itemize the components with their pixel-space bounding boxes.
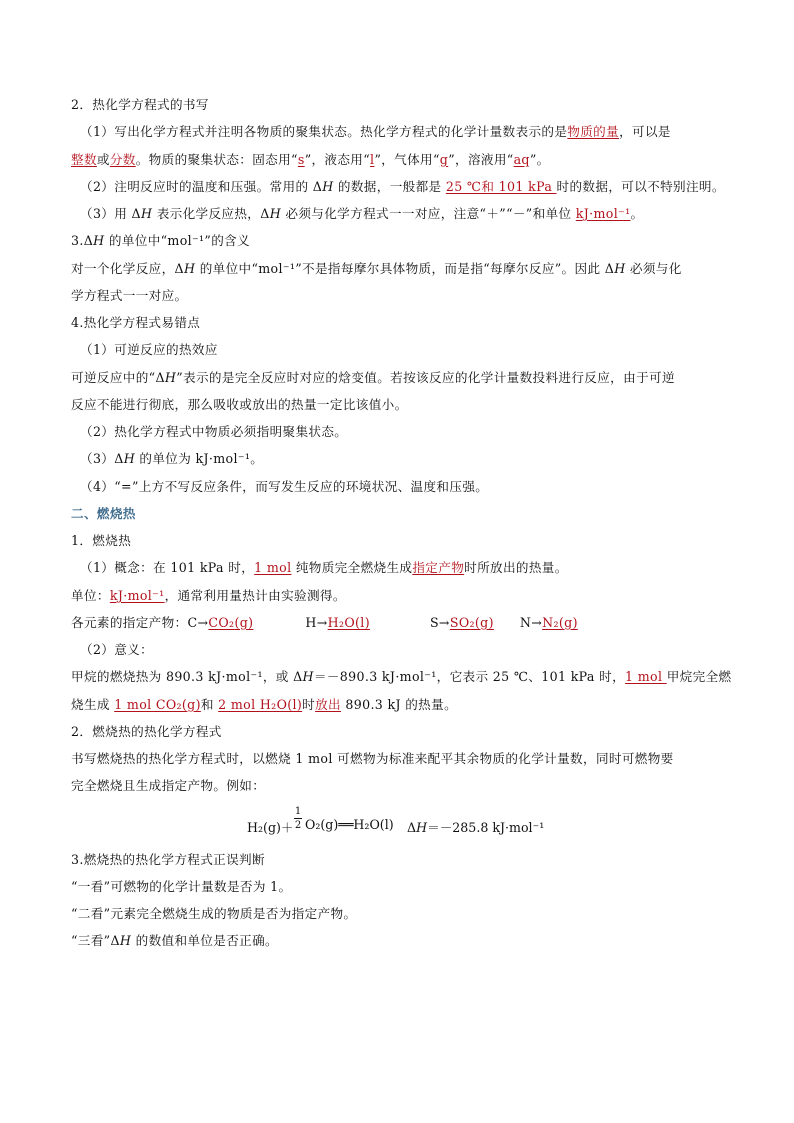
text: 必须与化	[625, 261, 682, 276]
text: 单位：	[71, 588, 110, 603]
text: ”，液态用“	[304, 152, 371, 167]
text: 必须与化学方程式一一对应，注意“＋”“－”和单位	[281, 206, 576, 221]
text: ，通常利用量热计由实验测得。	[164, 588, 346, 603]
paragraph	[80, 559, 738, 577]
text: H	[123, 451, 136, 466]
text: （2）意义：	[80, 642, 154, 657]
text: N→	[519, 615, 543, 630]
text: 的单位中“mol⁻¹”不是指每摩尔具体物质，而是指“每摩尔反应”。因此 Δ	[195, 261, 615, 276]
paragraph	[71, 905, 738, 923]
text: H	[184, 261, 196, 276]
text: （3）Δ	[80, 451, 124, 466]
text: S→	[429, 615, 450, 630]
paragraph	[80, 123, 738, 141]
paragraph	[71, 260, 738, 278]
answer-blank: CO₂(g)	[208, 615, 254, 630]
text: 甲烷完全燃	[666, 669, 732, 684]
text: （3）用 Δ	[80, 206, 141, 221]
paragraph	[71, 287, 738, 305]
text: ，可以是	[619, 124, 671, 139]
text: ＝－285.8 kJ·mol⁻¹	[427, 820, 545, 835]
text: H	[93, 233, 105, 248]
text: 4.热化学方程式易错点	[71, 315, 201, 330]
answer-blank: N₂(g)	[542, 615, 578, 630]
answer-blank: 分数	[109, 152, 136, 167]
heading-unit-meaning	[71, 232, 738, 250]
text: 时的数据，可以不特别注明。	[556, 179, 725, 194]
paragraph	[71, 668, 738, 686]
heading-judgment	[71, 851, 738, 869]
text: 书写燃烧热的热化学方程式时，以燃烧 1 mol 可燃物为标准来配平其余物质的化学计量数，同时可燃物要	[71, 751, 674, 766]
paragraph	[80, 478, 738, 496]
answer-blank: SO₂(g)	[449, 615, 494, 630]
text: H	[416, 820, 428, 835]
text: 的单位为 kJ·mol⁻¹。	[135, 451, 264, 466]
text: H	[119, 933, 132, 948]
text: H	[614, 261, 626, 276]
text: ＝－890.3 kJ·mol⁻¹，它表示 25 ℃、101 kPa 时，	[313, 669, 626, 684]
answer-blank: g	[439, 152, 449, 167]
text: 反应不能进行彻底，那么吸收或放出的热量一定比该值小。	[71, 397, 408, 412]
paragraph	[71, 878, 738, 896]
text: H	[322, 179, 334, 194]
text: “二看”元素完全燃烧生成的物质是否为指定产物。	[71, 906, 357, 921]
text: 。物质的聚集状态：固态用“	[135, 152, 298, 167]
text: 表示化学反应热，Δ	[152, 206, 270, 221]
paragraph	[71, 151, 738, 169]
paragraph	[71, 587, 738, 605]
answer-blank: 1 mol CO₂(g)	[114, 697, 201, 712]
paragraph	[80, 641, 738, 659]
paragraph	[71, 750, 738, 768]
paragraph	[71, 369, 738, 387]
text: ”表示的是完全反应时对应的焓变值。若按该反应的化学计量数投料进行反应，由于可逆	[176, 370, 675, 385]
text: 和	[200, 697, 219, 712]
answer-blank: 整数	[71, 152, 97, 167]
text: 各元素的指定产物：C→	[71, 615, 209, 630]
text: （1）写出化学方程式并注明各物质的聚集状态。热化学方程式的化学计量数表示的是	[80, 124, 568, 139]
answer-blank: kJ·mol⁻¹	[575, 206, 631, 221]
answer-blank: 2 mol H₂O(l)	[218, 697, 303, 712]
answer-blank: 1 mol	[254, 560, 292, 575]
text: 3.Δ	[71, 233, 94, 248]
answer-blank: s	[297, 152, 305, 167]
text: Δ	[407, 820, 417, 835]
paragraph	[71, 396, 738, 414]
paragraph	[71, 777, 738, 795]
fraction-denominator: 2	[294, 820, 302, 831]
text: 2．热化学方程式的书写	[71, 97, 209, 112]
text: 完全燃烧且生成指定产物。例如：	[71, 778, 266, 793]
answer-blank: l	[370, 152, 375, 167]
text: ”。	[529, 152, 550, 167]
paragraph	[80, 450, 738, 468]
text: 纯物质完全燃烧生成	[291, 560, 413, 575]
text: 的单位中“mol⁻¹”的含义	[104, 233, 251, 248]
paragraph	[71, 696, 738, 714]
answer-blank: 放出	[315, 697, 341, 712]
text: H	[302, 669, 314, 684]
heading-combustion-heat	[71, 532, 738, 550]
text: 时所放出的热量。	[464, 560, 568, 575]
example-equation	[247, 805, 557, 845]
section-title: 二、燃烧热	[71, 506, 136, 521]
text: （2）注明反应时的温度和压强。常用的 Δ	[80, 179, 323, 194]
text: 的数据，一般都是	[333, 179, 446, 194]
text: H	[141, 206, 153, 221]
text: （4）“=”上方不写反应条件，而写发生反应的环境状况、温度和压强。	[80, 479, 489, 494]
equation-products: O₂(g)══H₂O(l)	[305, 817, 394, 832]
text: 890.3 kJ 的热量。	[341, 697, 458, 712]
text: 学方程式一一对应。	[71, 288, 188, 303]
text: H	[164, 370, 177, 385]
answer-blank: 1 mol	[625, 669, 667, 684]
text: 。	[630, 206, 644, 221]
text: 1．燃烧热	[71, 533, 132, 548]
text: 可逆反应中的“Δ	[71, 370, 165, 385]
text: ”，溶液用“	[448, 152, 514, 167]
text: 对一个化学反应，Δ	[71, 261, 184, 276]
text: 3.燃烧热的热化学方程式正误判断	[71, 852, 265, 867]
text: （1）可逆反应的热效应	[80, 342, 218, 357]
text: H	[269, 206, 282, 221]
paragraph	[80, 341, 738, 359]
answer-blank: H₂O(l)	[327, 615, 370, 630]
text: 烧生成	[71, 697, 115, 712]
fraction-numerator: 1	[294, 806, 302, 817]
text: H→	[305, 615, 328, 630]
equation-enthalpy	[407, 817, 544, 836]
text: “一看”可燃物的化学计量数是否为 1。	[71, 879, 292, 894]
section-heading	[71, 505, 738, 523]
answer-blank: kJ·mol⁻¹	[109, 588, 165, 603]
heading-writing	[71, 96, 738, 114]
paragraph	[80, 205, 738, 223]
answer-blank: aq	[513, 152, 530, 167]
text: ”，气体用“	[374, 152, 440, 167]
paragraph	[71, 932, 738, 950]
answer-blank: 指定产物	[412, 560, 465, 575]
text: 时	[302, 697, 316, 712]
fraction-bar	[294, 818, 302, 819]
text: “三看”Δ	[71, 933, 120, 948]
text: 2．燃烧热的热化学方程式	[71, 724, 222, 739]
text: （2）热化学方程式中物质必须指明聚集状态。	[80, 424, 348, 439]
equation-reactant: H₂(g)＋	[247, 820, 294, 835]
paragraph	[80, 423, 738, 441]
text: 甲烷的燃烧热为 890.3 kJ·mol⁻¹，或 Δ	[71, 669, 303, 684]
text: 的数值和单位是否正确。	[131, 933, 278, 948]
heading-common-errors	[71, 314, 738, 332]
fraction-one-half	[293, 805, 303, 832]
paragraph	[80, 178, 738, 196]
heading-thermo-equation	[71, 723, 738, 741]
paragraph	[71, 614, 738, 632]
text: （1）概念：在 101 kPa 时，	[80, 560, 255, 575]
text: 或	[96, 152, 110, 167]
answer-blank: 25 ℃和 101 kPa	[445, 179, 557, 194]
answer-blank: 物质的量	[567, 124, 620, 139]
